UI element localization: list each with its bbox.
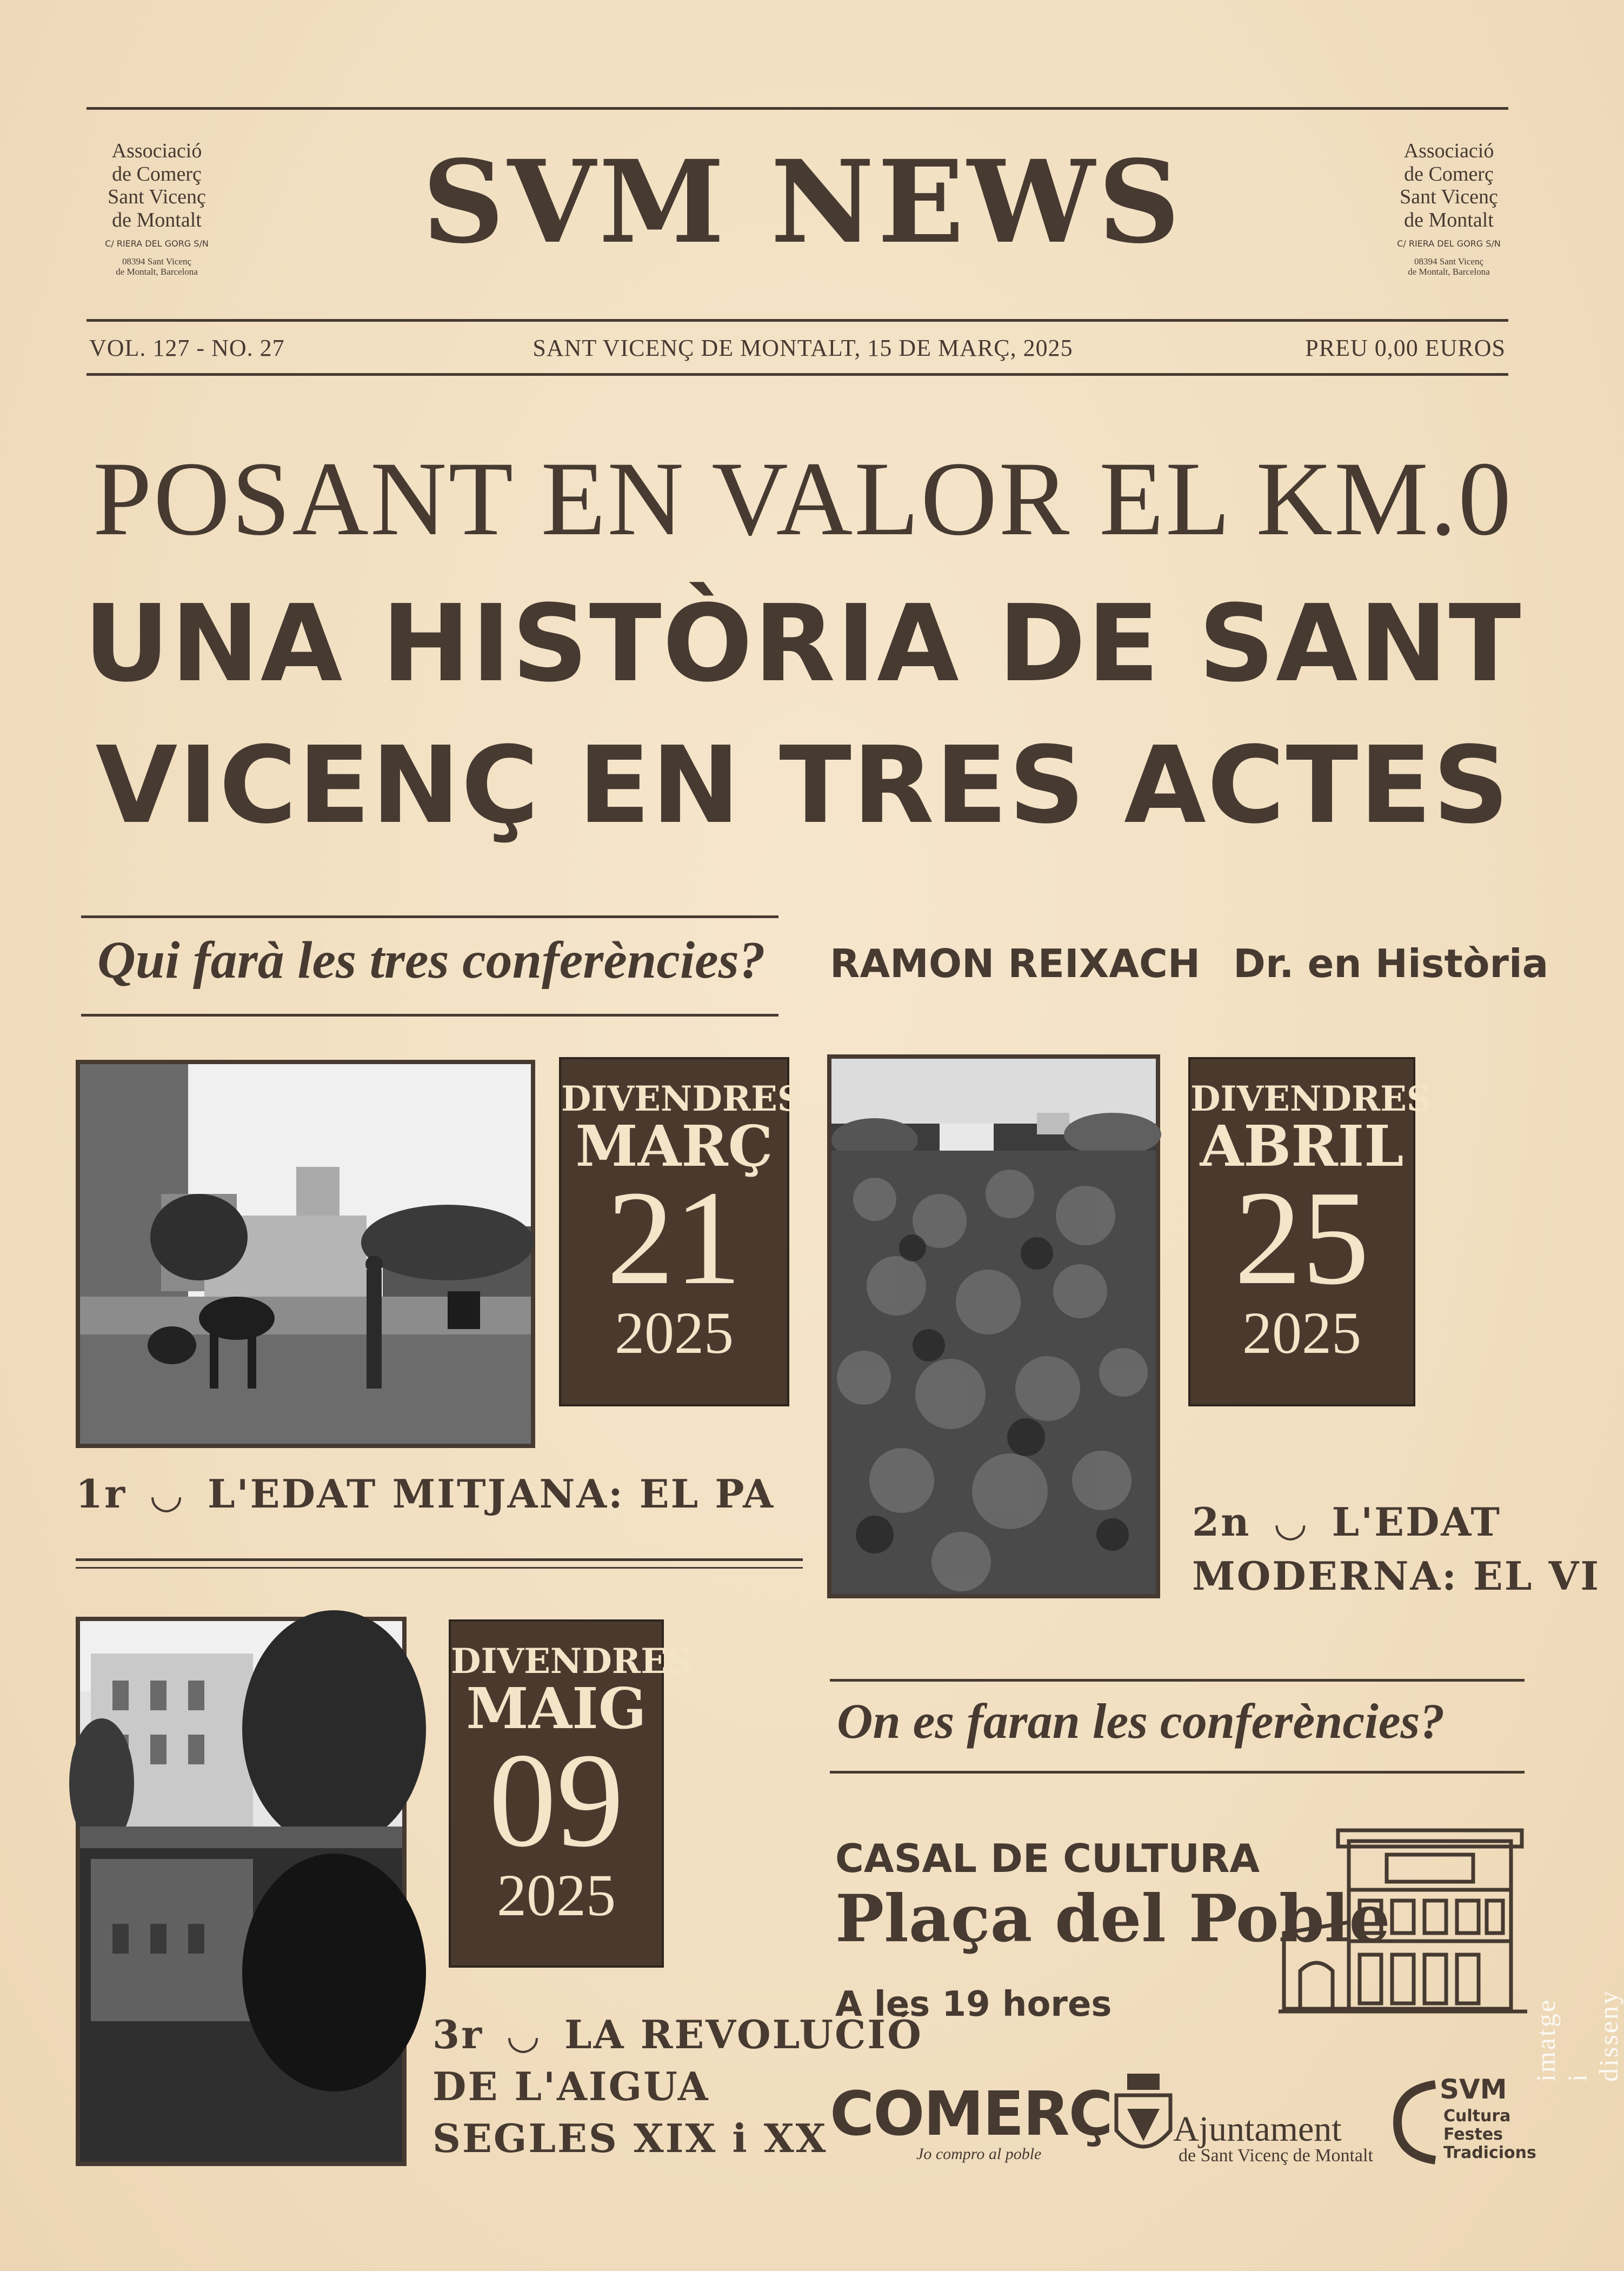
- price: PREU 0,00 EUROS: [1305, 335, 1506, 361]
- date-weekday: DIVENDRES: [1190, 1079, 1432, 1119]
- assoc-line: de Comerç: [112, 162, 202, 185]
- date-box-march: [559, 1057, 803, 1406]
- comerc-logo: [830, 2079, 1112, 2166]
- date-month: ABRIL: [1200, 1113, 1404, 1179]
- assoc-line: de Montalt: [112, 208, 202, 231]
- venue-rule-top: [830, 1679, 1525, 1682]
- act-number: 2n: [1192, 1499, 1251, 1545]
- comerc-logo-tagline: Jo compro al poble: [916, 2145, 1042, 2163]
- assoc-city: de Montalt, Barcelona: [116, 267, 198, 277]
- headline-line1: POSANT EN VALOR EL KM.0: [92, 440, 1513, 557]
- svm-c-icon: [1392, 2079, 1441, 2166]
- coat-of-arms-icon: [1108, 2071, 1179, 2163]
- svm-cultura-logo: [1392, 2074, 1536, 2168]
- venue-question: On es faran les conferències?: [837, 1694, 1445, 1749]
- assoc-city: 08394 Sant Vicenç: [1414, 256, 1484, 267]
- assoc-line: Sant Vicenç: [108, 185, 206, 209]
- act-title-line: LA REVOLUCIÓ: [564, 2011, 923, 2057]
- assoc-line: Associació: [1403, 140, 1494, 162]
- question-rule-top: [81, 915, 778, 918]
- date-box-may: [449, 1619, 693, 1968]
- act-separator-icon: ◡: [149, 1471, 185, 1517]
- section-divider: [76, 1558, 803, 1561]
- info-rule-bottom: [86, 373, 1508, 376]
- date-year: 2025: [497, 1862, 616, 1928]
- date-box-april: [1188, 1057, 1432, 1406]
- assoc-city: 08394 Sant Vicenç: [122, 256, 192, 267]
- date-month: MAIG: [466, 1675, 647, 1742]
- speakers-question: Qui farà les tres conferències?: [97, 931, 766, 990]
- section-divider-thin: [76, 1567, 803, 1569]
- act-separator-icon: ◡: [506, 2011, 542, 2057]
- svm-logo-line: Festes: [1443, 2125, 1503, 2144]
- act-2-title: [1192, 1495, 1600, 1603]
- act-title-line: SEGLES XIX i XX: [432, 2115, 828, 2161]
- speaker-title: Dr. en Història: [1233, 941, 1549, 986]
- svm-logo-title: SVM: [1440, 2074, 1507, 2105]
- venue-name: CASAL DE CULTURA: [835, 1836, 1260, 1881]
- headline-line3: VICENÇ EN TRES ACTES: [95, 724, 1510, 847]
- venue-time: A les 19 hores: [835, 1984, 1112, 2024]
- svm-logo-lines: [1443, 2107, 1536, 2162]
- speaker-name: RAMON REIXACH: [830, 941, 1201, 986]
- assoc-line: Associació: [111, 140, 202, 162]
- svm-logo-line: Cultura: [1443, 2107, 1511, 2126]
- ajuntament-logo: [1108, 2071, 1379, 2166]
- question-rule-bottom: [81, 1014, 778, 1017]
- assoc-line: de Comerç: [1404, 162, 1494, 185]
- headline-line2: UNA HISTÒRIA DE SANT: [83, 582, 1522, 706]
- assoc-address: C/ RIERA DEL GORG S/N: [105, 238, 209, 249]
- assoc-line: de Montalt: [1404, 208, 1494, 231]
- date-month: MARÇ: [575, 1113, 773, 1179]
- assoc-city: de Montalt, Barcelona: [1408, 267, 1490, 277]
- act-title-line: DE L'AIGUA: [432, 2063, 710, 2109]
- date-weekday: DIVENDRES: [451, 1641, 693, 1682]
- comerc-logo-title: COMERÇ: [830, 2079, 1112, 2149]
- date-day: 21: [607, 1163, 742, 1313]
- assoc-line: Sant Vicenç: [1400, 185, 1498, 209]
- casal-building-illustration: [1279, 1825, 1527, 2020]
- assoc-address: C/ RIERA DEL GORG S/N: [1397, 238, 1501, 249]
- act-title-line: L'EDAT MITJANA: EL PA: [208, 1471, 775, 1517]
- act-separator-icon: ◡: [1273, 1499, 1309, 1545]
- photo-vineyard: [827, 1054, 1160, 1598]
- speaker: [830, 941, 1548, 986]
- act-title-line: L'EDAT: [1332, 1499, 1501, 1545]
- dateline: SANT VICENÇ DE MONTALT, 15 DE MARÇ, 2025: [533, 335, 1073, 361]
- design-credit: imatge i disseny: [1530, 1989, 1623, 2082]
- masthead-title: SVM NEWS: [422, 135, 1183, 269]
- photo-threshing: [76, 1060, 535, 1448]
- photo-pond-house: [76, 1617, 407, 2166]
- act-1-title: [76, 1471, 775, 1517]
- info-rule-top: [86, 319, 1508, 322]
- act-number: 3r: [432, 2011, 484, 2057]
- ajuntament-line1: Ajuntament: [1173, 2109, 1342, 2149]
- act-title-line: MODERNA: EL VI: [1192, 1553, 1601, 1599]
- act-number: 1r: [76, 1471, 127, 1517]
- date-weekday: DIVENDRES: [561, 1079, 803, 1119]
- venue-place: Plaça del Poble: [835, 1881, 1390, 1957]
- date-day: 25: [1234, 1163, 1369, 1313]
- venue-rule-bottom: [830, 1771, 1525, 1774]
- date-day: 09: [489, 1725, 624, 1875]
- date-year: 2025: [1242, 1300, 1361, 1366]
- top-rule: [86, 107, 1508, 110]
- issue-number: VOL. 127 - NO. 27: [89, 335, 285, 361]
- date-year: 2025: [615, 1300, 734, 1366]
- svm-logo-line: Tradicions: [1443, 2143, 1536, 2162]
- ajuntament-line2: de Sant Vicenç de Montalt: [1179, 2146, 1373, 2166]
